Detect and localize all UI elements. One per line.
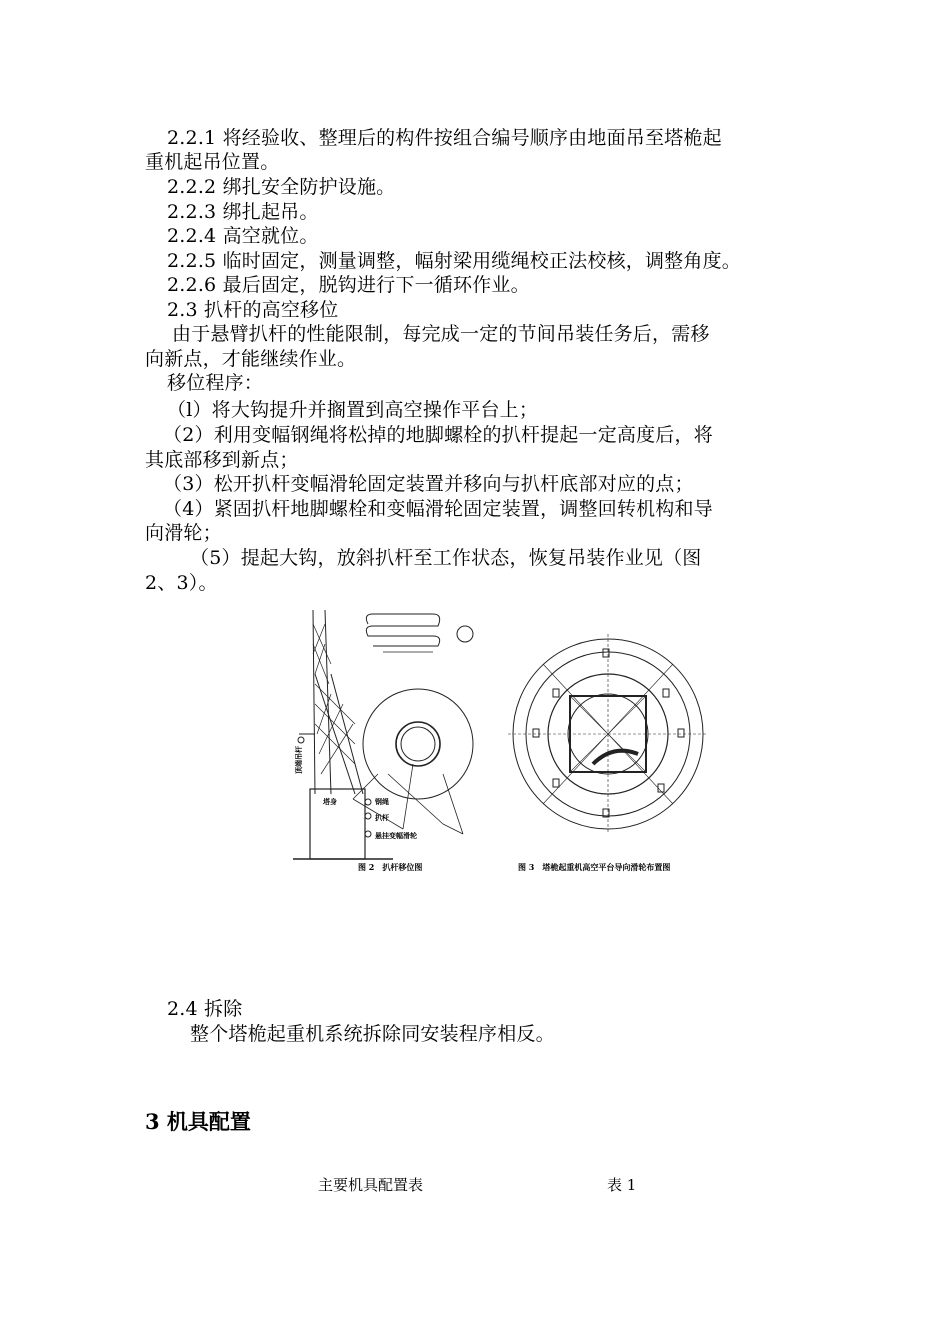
procedure-step-4-cont: 向滑轮； bbox=[145, 522, 222, 544]
fig2-label-tower: 塔身 bbox=[323, 797, 337, 806]
paragraph-2-4: 整个塔桅起重机系统拆除同安装程序相反。 bbox=[190, 1023, 555, 1045]
heading-3: 3 机具配置 bbox=[145, 1109, 251, 1134]
paragraph-2-2-2: 2.2.2 绑扎安全防护设施。 bbox=[167, 176, 396, 198]
procedure-step-5: （5）提起大钩，放斜扒杆至工作状态，恢复吊装作业见（图 bbox=[190, 547, 702, 569]
paragraph-2-2-6: 2.2.6 最后固定，脱钩进行下一循环作业。 bbox=[167, 274, 530, 296]
paragraph-2-2-4: 2.2.4 高空就位。 bbox=[167, 225, 319, 247]
procedure-step-1: （l）将大钩提升并搁置到高空操作平台上； bbox=[167, 399, 539, 421]
procedure-step-2-cont: 其底部移到新点； bbox=[145, 449, 299, 471]
paragraph-2-2-1: 2.2.1 将经验收、整理后的构件按组合编号顺序由地面吊至塔桅起 bbox=[167, 127, 722, 149]
fig2-label-side: 顶端吊杆 bbox=[294, 746, 303, 774]
fig2-label-boom: 扒杆 bbox=[375, 813, 389, 822]
fig2-label-pulley: 悬挂变幅滑轮 bbox=[375, 831, 417, 840]
table-caption: 主要机具配置表 bbox=[318, 1176, 424, 1194]
figure-drawing bbox=[293, 604, 708, 882]
figure-2-3 bbox=[293, 604, 708, 882]
paragraph-2-2-1-cont: 重机起吊位置。 bbox=[145, 151, 280, 173]
procedure-step-3: （3）松开扒杆变幅滑轮固定装置并移向与扒杆底部对应的点； bbox=[163, 473, 694, 495]
figure-2-caption: 图 2 扒杆移位图 bbox=[358, 862, 423, 872]
heading-2-3: 2.3 扒杆的高空移位 bbox=[167, 299, 339, 321]
fig2-label-rope: 钢绳 bbox=[375, 797, 389, 806]
procedure-title: 移位程序： bbox=[167, 372, 264, 394]
paragraph-2-3-intro-cont: 向新点，才能继续作业。 bbox=[145, 348, 357, 370]
paragraph-2-3-intro: 由于悬臂扒杆的性能限制，每完成一定的节间吊装任务后，需移 bbox=[172, 323, 710, 345]
procedure-step-2: （2）利用变幅钢绳将松掉的地脚螺栓的扒杆提起一定高度后，将 bbox=[163, 424, 713, 446]
paragraph-2-2-5: 2.2.5 临时固定，测量调整，幅射梁用缆绳校正法校核，调整角度。 bbox=[167, 250, 741, 272]
table-number: 表 1 bbox=[607, 1176, 637, 1194]
procedure-step-4: （4）紧固扒杆地脚螺栓和变幅滑轮固定装置，调整回转机构和导 bbox=[163, 498, 713, 520]
paragraph-2-2-3: 2.2.3 绑扎起吊。 bbox=[167, 201, 319, 223]
heading-2-4: 2.4 拆除 bbox=[167, 998, 243, 1020]
figure-3-caption: 图 3 塔桅起重机高空平台导向滑轮布置图 bbox=[518, 862, 671, 872]
procedure-step-5-cont: 2、3）。 bbox=[145, 572, 218, 594]
